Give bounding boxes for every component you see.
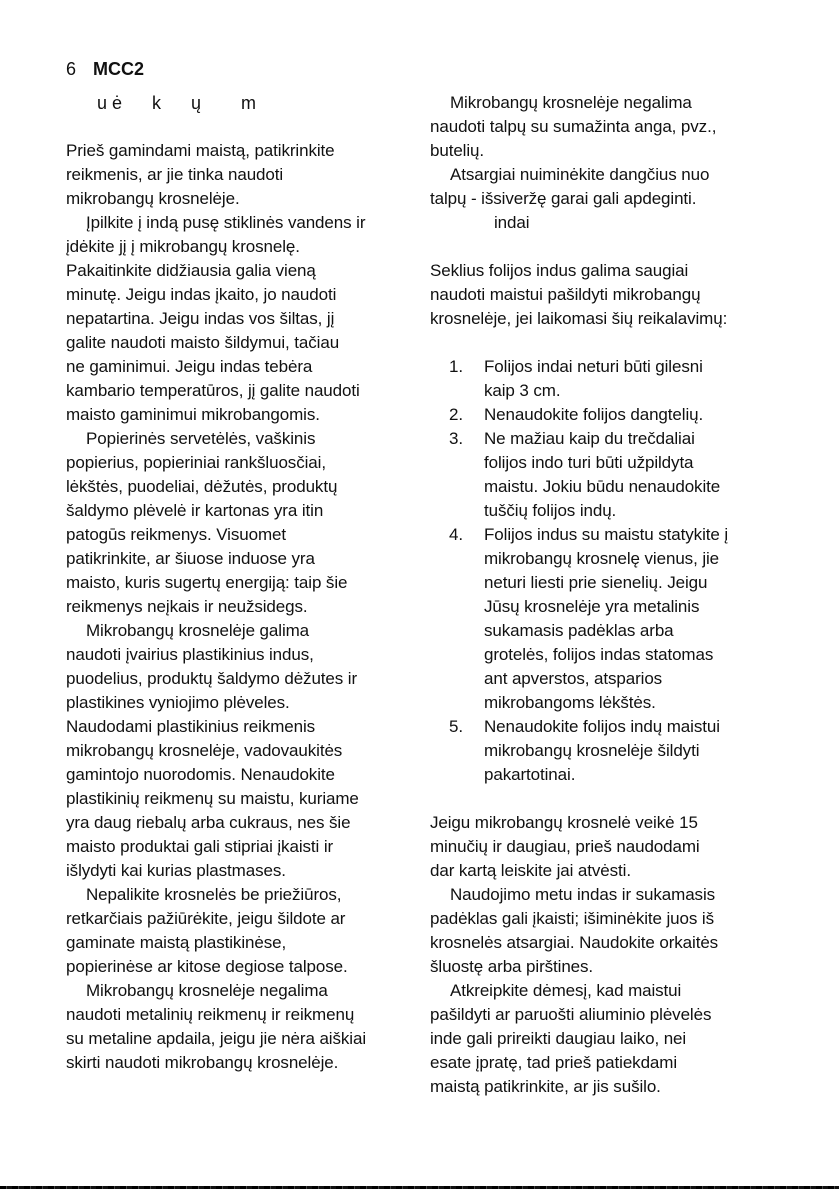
closing-paragraphs [430, 811, 775, 1099]
foil-containers-heading: indai [494, 213, 530, 232]
list-item-text-line: kaip 3 cm. [484, 381, 561, 400]
text-line: gaminate maistą plastikinėse, [66, 933, 287, 952]
list-item-text-line: Folijos indus su maistu statykite į [484, 525, 729, 544]
text-line: talpų - išsiveržę garai gali apdeginti. [430, 189, 697, 208]
text-line: naudoti maistui pašildyti mikrobangų [430, 285, 701, 304]
text-line: mikrobangų krosnelėje. [66, 189, 240, 208]
text-line: Pakaitinkite didžiausia galia vieną [66, 261, 316, 280]
text-line: naudoti talpų su sumažinta anga, pvz., [430, 117, 717, 136]
list-number: 2. [449, 405, 463, 424]
page-bottom-edge [0, 1186, 839, 1189]
text-line: išlydyti kai kurias plastmases. [66, 861, 286, 880]
text-line: su metaline apdaila, jeigu jie nėra aiškiai [66, 1029, 366, 1048]
text-line: retkarčiais pažiūrėkite, jeigu šildote ar [66, 909, 346, 928]
model-name: MCC2 [93, 59, 145, 79]
list-item [430, 523, 775, 715]
list-item [430, 427, 775, 523]
text-line: gamintojo nuorodomis. Nenaudokite [66, 765, 335, 784]
text-line: maistą patikrinkite, ar jis sušilo. [430, 1077, 661, 1096]
text-line: šaldymo plėvelė ir kartonas yra itin [66, 501, 324, 520]
text-line: padėklas gali įkaisti; išiminėkite juos iš [430, 909, 714, 928]
list-item-text-line: Jūsų krosnelėje yra metalinis [484, 597, 700, 616]
text-line: Mikrobangų krosnelėje negalima [86, 981, 328, 1000]
text-line: popierius, popieriniai rankšluosčiai, [66, 453, 326, 472]
text-line: skirti naudoti mikrobangų krosnelėje. [66, 1053, 339, 1072]
text-line: popierinėse ar kitose degiose talpose. [66, 957, 348, 976]
list-item-text-line: Ne mažiau kaip du trečdaliai [484, 429, 695, 448]
list-item-text-line: Folijos indai neturi būti gilesni [484, 357, 703, 376]
list-item-text-line: maistu. Jokiu būdu nenaudokite [484, 477, 721, 496]
text-line: naudoti įvairius plastikinius indus, [66, 645, 314, 664]
list-item-text-line: tuščių folijos indų. [484, 501, 617, 520]
text-line: reikmenis, ar jie tinka naudoti [66, 165, 284, 184]
text-line: Popierinės servetėlės, vaškinis [86, 429, 316, 448]
text-line: Mikrobangų krosnelėje galima [86, 621, 310, 640]
text-line: reikmenys neįkais ir neužsidegs. [66, 597, 308, 616]
text-line: naudoti metalinių reikmenų ir reikmenų [66, 1005, 355, 1024]
left-column [66, 139, 411, 1075]
text-line: galite naudoti maisto šildymui, tačiau [66, 333, 340, 352]
text-line: krosnelės atsargiai. Naudokite orkaitės [430, 933, 719, 952]
text-line: Naudodami plastikinius reikmenis [66, 717, 316, 736]
text-line: pašildyti ar paruošti aliuminio plėvelės [430, 1005, 712, 1024]
text-line: dar kartą leiskite jai atvėsti. [430, 861, 631, 880]
spacer [430, 331, 775, 355]
text-line: minutę. Jeigu indas įkaito, jo naudoti [66, 285, 337, 304]
list-item-text-line: folijos indo turi būti užpildyta [484, 453, 694, 472]
foil-intro-paragraph [430, 259, 775, 331]
text-line: puodelius, produktų šaldymo dėžutes ir [66, 669, 358, 688]
section-title-fragment: u ė k ų m [97, 93, 257, 113]
text-line: maisto gaminimui mikrobangomis. [66, 405, 320, 424]
text-line: Įpilkite į indą pusę stiklinės vandens ir [86, 213, 366, 232]
page-header [66, 58, 144, 80]
list-item-text-line: Nenaudokite folijos dangtelių. [484, 405, 704, 424]
list-item-text-line: pakartotinai. [484, 765, 576, 784]
text-line: Nepalikite krosnelės be priežiūros, [86, 885, 342, 904]
list-item-text-line: mikrobangų krosnelę vienus, jie [484, 549, 720, 568]
text-line: inde gali prireikti daugiau laiko, nei [430, 1029, 687, 1048]
list-item-text-line: ant apverstos, atsparios [484, 669, 663, 688]
text-line: Atsargiai nuiminėkite dangčius nuo [450, 165, 710, 184]
list-item-text-line: mikrobangoms lėkštės. [484, 693, 656, 712]
text-line: maisto, kuris sugertų energiją: taip šie [66, 573, 348, 592]
text-line: Atkreipkite dėmesį, kad maistui [450, 981, 682, 1000]
text-line: krosnelėje, jei laikomasi šių reikalavimų: [430, 309, 728, 328]
text-line: maisto produktai gali stipriai įkaisti ir [66, 837, 334, 856]
text-line: kambario temperatūros, jį galite naudoti [66, 381, 360, 400]
page-number: 6 [66, 59, 77, 79]
text-line: šluostę arba pirštines. [430, 957, 594, 976]
text-line: mikrobangų krosnelėje, vadovaukitės [66, 741, 343, 760]
text-line: Naudojimo metu indas ir sukamasis [450, 885, 716, 904]
list-item-text-line: Nenaudokite folijos indų maistui [484, 717, 720, 736]
list-item [430, 403, 775, 427]
foil-requirements-list [430, 355, 775, 787]
list-number: 5. [449, 717, 463, 736]
text-line: esate įpratę, tad prieš patiekdami [430, 1053, 678, 1072]
list-item-text-line: neturi liesti prie sienelių. Jeigu [484, 573, 708, 592]
spacer [430, 787, 775, 811]
list-number: 1. [449, 357, 463, 376]
right-column [430, 91, 775, 1099]
text-line: lėkštės, puodeliai, dėžutės, produktų [66, 477, 338, 496]
list-number: 4. [449, 525, 463, 544]
list-item-text-line: mikrobangų krosnelėje šildyti [484, 741, 700, 760]
text-line: nepatartina. Jeigu indas vos šiltas, jį [66, 309, 335, 328]
list-item [430, 715, 775, 787]
text-line: Jeigu mikrobangų krosnelė veikė 15 [430, 813, 698, 832]
spacer [430, 235, 775, 259]
list-number: 3. [449, 429, 463, 448]
text-line: minučių ir daugiau, prieš naudodami [430, 837, 700, 856]
text-line: įdėkite jį į mikrobangų krosnelę. [66, 237, 300, 256]
text-line: yra daug riebalų arba cukraus, nes šie [66, 813, 351, 832]
containers-warning-paragraphs [430, 91, 775, 211]
list-item-text-line: sukamasis padėklas arba [484, 621, 674, 640]
text-line: patikrinkite, ar šiuose induose yra [66, 549, 315, 568]
text-line: Seklius folijos indus galima saugiai [430, 261, 689, 280]
text-line: ne gaminimui. Jeigu indas tebėra [66, 357, 313, 376]
list-item [430, 355, 775, 403]
text-line: butelių. [430, 141, 485, 160]
text-line: Mikrobangų krosnelėje negalima [450, 93, 692, 112]
text-line: plastikinių reikmenų su maistu, kuriame [66, 789, 359, 808]
text-line: Prieš gamindami maistą, patikrinkite [66, 141, 335, 160]
text-line: patogūs reikmenys. Visuomet [66, 525, 286, 544]
text-line: plastikines vyniojimo plėveles. [66, 693, 290, 712]
list-item-text-line: grotelės, folijos indas statomas [484, 645, 714, 664]
